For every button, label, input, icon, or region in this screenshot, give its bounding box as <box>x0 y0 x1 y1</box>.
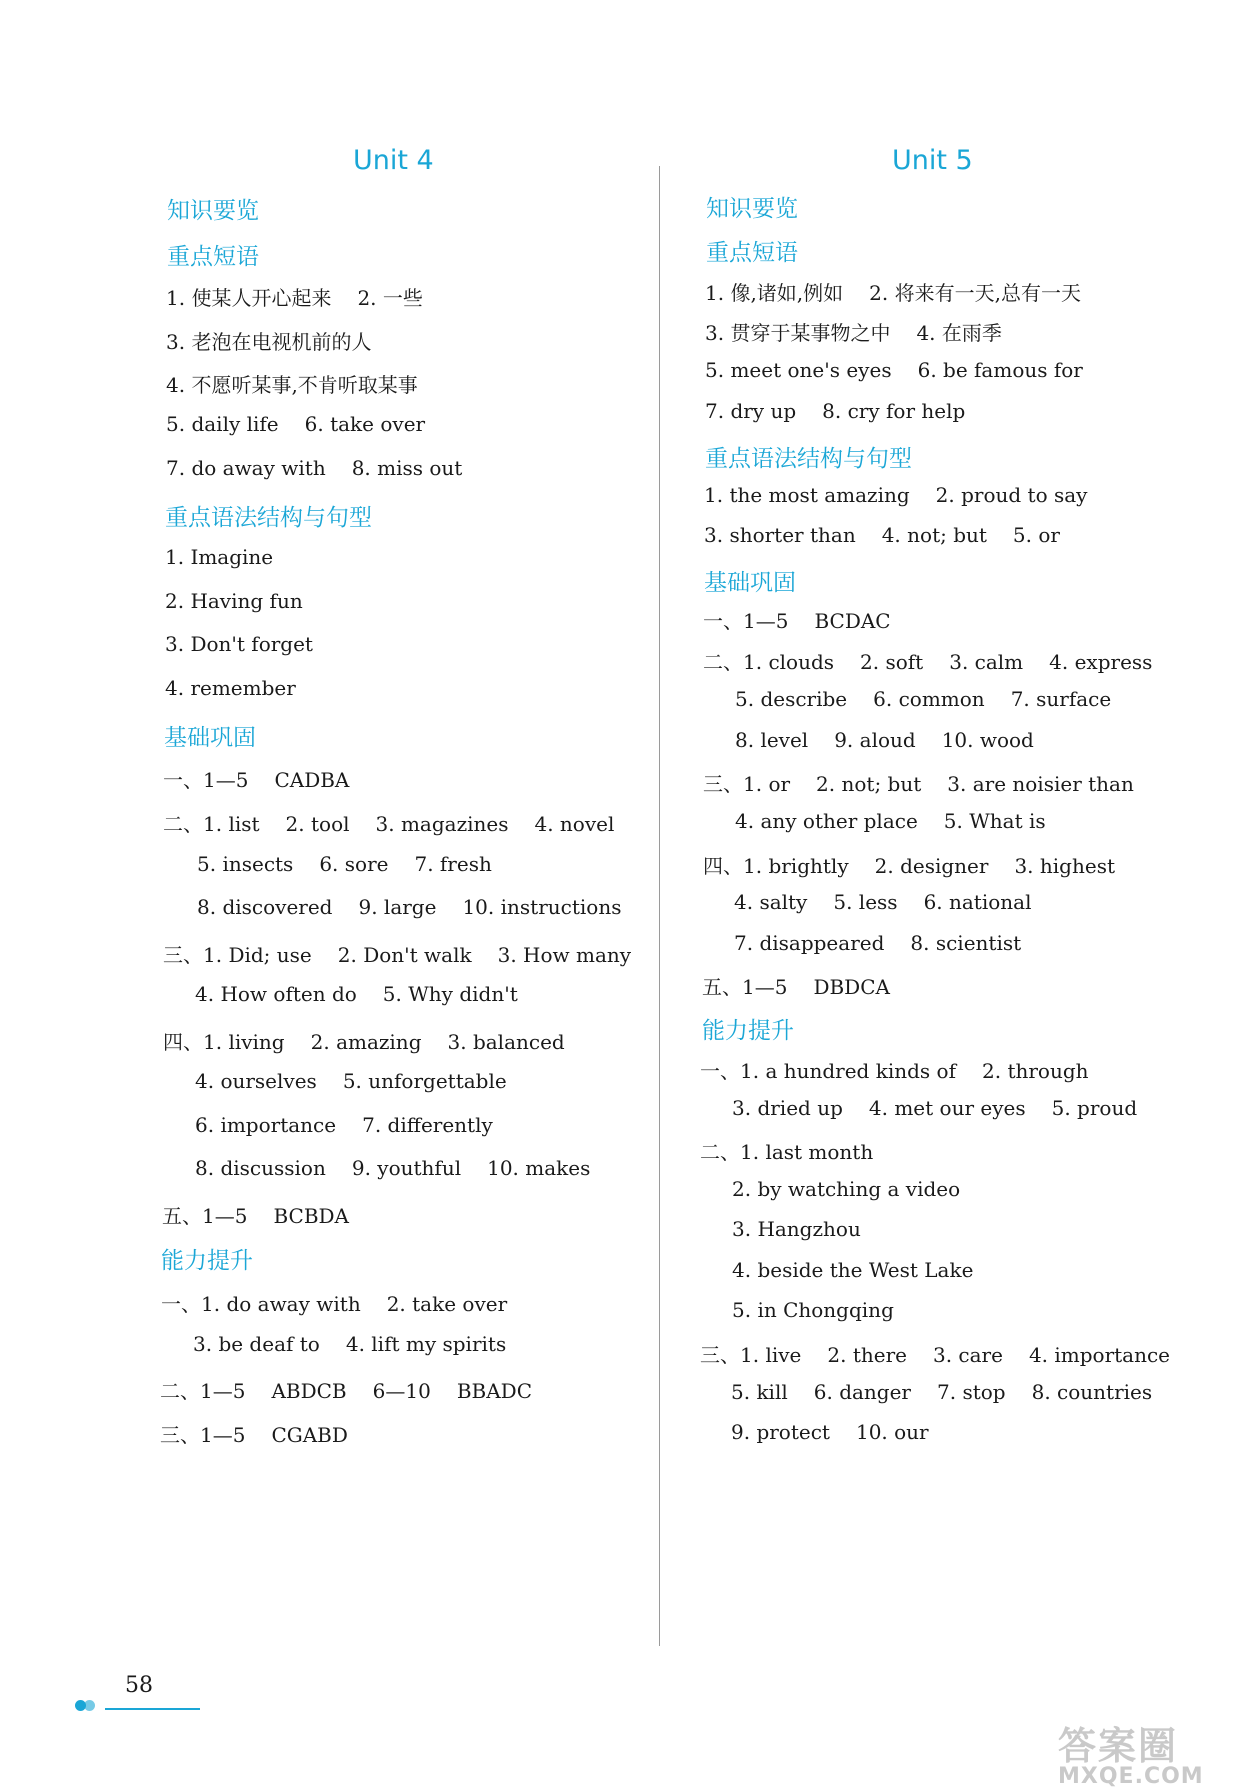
answer-line: 1. Imagine <box>165 545 274 569</box>
answer-line: 5. in Chongqing <box>732 1298 894 1322</box>
answer-line: 二、1. last month <box>700 1140 874 1164</box>
answer-line: 三、1. live 2. there 3. care 4. importance <box>700 1343 1171 1367</box>
footer-rule <box>105 1708 200 1710</box>
answer-line: 2. by watching a video <box>732 1177 961 1201</box>
section-heading: 基础巩固 <box>704 570 796 596</box>
answer-line: 一、1—5 CADBA <box>163 768 350 792</box>
answer-line: 3. 贯穿于某事物之中 4. 在雨季 <box>705 321 1002 345</box>
answer-line: 8. level 9. aloud 10. wood <box>735 728 1034 752</box>
answer-line: 4. any other place 5. What is <box>735 809 1046 833</box>
answer-line: 四、1. living 2. amazing 3. balanced <box>163 1030 565 1054</box>
answer-line: 6. importance 7. differently <box>195 1113 493 1137</box>
answer-line: 二、1. clouds 2. soft 3. calm 4. express <box>703 650 1153 674</box>
dot-icon <box>84 1700 95 1711</box>
answer-line: 3. shorter than 4. not; but 5. or <box>704 523 1060 547</box>
answer-line: 4. remember <box>165 676 296 700</box>
answer-line: 一、1. a hundred kinds of 2. through <box>700 1059 1089 1083</box>
answer-line: 9. protect 10. our <box>731 1420 929 1444</box>
answer-line: 五、1—5 DBDCA <box>702 975 890 999</box>
answer-line: 3. 老泡在电视机前的人 <box>166 330 372 354</box>
answer-line: 5. describe 6. common 7. surface <box>735 687 1112 711</box>
answer-line: 二、1. list 2. tool 3. magazines 4. novel <box>163 812 615 836</box>
section-heading: 知识要览 <box>167 198 259 224</box>
answer-line: 3. be deaf to 4. lift my spirits <box>193 1332 507 1356</box>
answer-line: 四、1. brightly 2. designer 3. highest <box>703 854 1115 878</box>
answer-line: 5. kill 6. danger 7. stop 8. countries <box>731 1380 1153 1404</box>
answer-line: 1. the most amazing 2. proud to say <box>704 483 1088 507</box>
section-heading: 基础巩固 <box>164 725 256 751</box>
answer-line: 7. disappeared 8. scientist <box>734 931 1022 955</box>
answer-line: 三、1—5 CGABD <box>160 1423 348 1447</box>
answer-line: 5. insects 6. sore 7. fresh <box>197 852 492 876</box>
answer-line: 一、1—5 BCDAC <box>703 609 891 633</box>
section-heading: 重点短语 <box>706 240 798 266</box>
answer-line: 7. do away with 8. miss out <box>166 456 463 480</box>
page-number: 58 <box>125 1673 153 1698</box>
answer-line: 4. beside the West Lake <box>732 1258 974 1282</box>
footer-decoration <box>75 1700 200 1712</box>
answer-line: 4. 不愿听某事,不肯听取某事 <box>166 373 418 397</box>
answer-line: 3. Don't forget <box>165 632 313 656</box>
answer-line: 1. 像,诸如,例如 2. 将来有一天,总有一天 <box>705 281 1081 305</box>
answer-line: 4. How often do 5. Why didn't <box>195 982 518 1006</box>
section-heading: 重点短语 <box>167 244 259 270</box>
unit-title: Unit 4 <box>353 145 434 176</box>
unit-title: Unit 5 <box>892 145 973 176</box>
section-heading: 重点语法结构与句型 <box>705 446 912 472</box>
section-heading: 能力提升 <box>702 1018 794 1044</box>
section-heading: 重点语法结构与句型 <box>165 505 372 531</box>
answer-line: 三、1. Did; use 2. Don't walk 3. How many <box>163 943 632 967</box>
answer-line: 5. meet one's eyes 6. be famous for <box>705 358 1083 382</box>
answer-line: 三、1. or 2. not; but 3. are noisier than <box>703 772 1134 796</box>
answer-line: 8. discovered 9. large 10. instructions <box>197 895 622 919</box>
answer-line: 8. discussion 9. youthful 10. makes <box>195 1156 591 1180</box>
answer-line: 五、1—5 BCBDA <box>162 1204 349 1228</box>
answer-line: 2. Having fun <box>165 589 303 613</box>
answer-line: 一、1. do away with 2. take over <box>161 1292 508 1316</box>
answer-line: 4. salty 5. less 6. national <box>734 890 1032 914</box>
answer-line: 7. dry up 8. cry for help <box>705 399 966 423</box>
section-heading: 知识要览 <box>706 196 798 222</box>
watermark-logo: 答案圈 <box>1058 1724 1179 1768</box>
answer-line: 1. 使某人开心起来 2. 一些 <box>166 286 423 310</box>
answer-line: 3. Hangzhou <box>732 1217 861 1241</box>
watermark <box>1058 1715 1204 1789</box>
answer-line: 二、1—5 ABDCB 6—10 BBADC <box>160 1379 533 1403</box>
column-divider <box>659 166 660 1646</box>
answer-line: 4. ourselves 5. unforgettable <box>195 1069 507 1093</box>
answer-line: 3. dried up 4. met our eyes 5. proud <box>732 1096 1138 1120</box>
watermark-url: MXQE.COM <box>1058 1764 1204 1789</box>
answer-line: 5. daily life 6. take over <box>166 412 426 436</box>
section-heading: 能力提升 <box>161 1248 253 1274</box>
